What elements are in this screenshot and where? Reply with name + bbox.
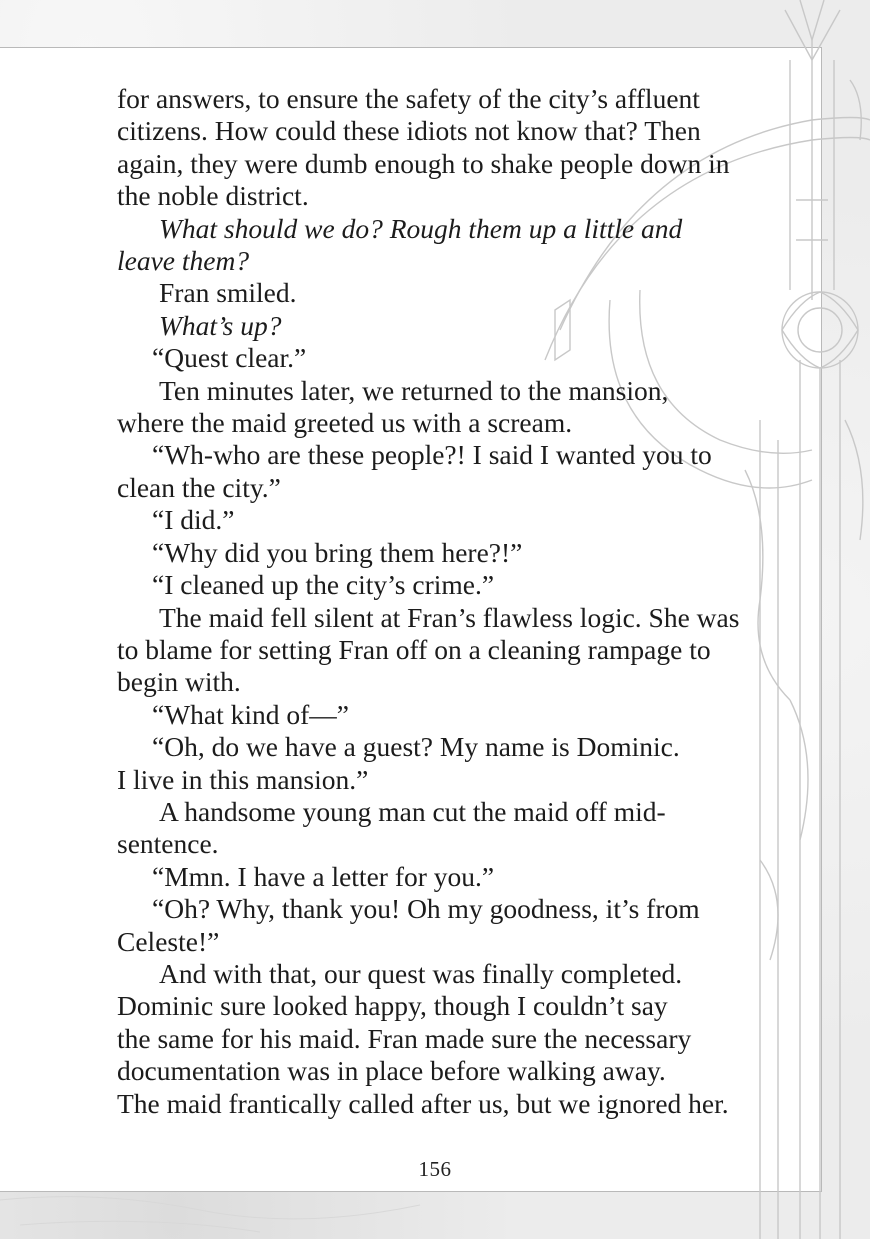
text-line: What’s up? bbox=[159, 309, 282, 341]
text-line: citizens. How could these idiots not know that? Then bbox=[117, 115, 701, 147]
text-line: “I did.” bbox=[152, 504, 235, 536]
text-line: “Oh? Why, thank you! Oh my goodness, it’s from bbox=[152, 893, 700, 925]
text-line: A handsome young man cut the maid off mid- bbox=[159, 795, 666, 827]
text-line: “I cleaned up the city’s crime.” bbox=[152, 569, 495, 601]
text-line: “What kind of—” bbox=[152, 698, 350, 730]
text-line: begin with. bbox=[117, 666, 241, 698]
text-line: What should we do? Rough them up a little and bbox=[159, 212, 683, 244]
text-line: The maid frantically called after us, but we ignored her. bbox=[117, 1087, 729, 1119]
text-line: “Quest clear.” bbox=[152, 342, 307, 374]
text-line: I live in this mansion.” bbox=[117, 763, 369, 795]
text-line: clean the city.” bbox=[117, 471, 281, 503]
text-line: Celeste!” bbox=[117, 925, 220, 957]
text-line: where the maid greeted us with a scream. bbox=[117, 407, 573, 439]
text-line: the noble district. bbox=[117, 180, 309, 212]
text-line: “Why did you bring them here?!” bbox=[152, 536, 523, 568]
text-line: Dominic sure looked happy, though I couldn’t say bbox=[117, 990, 668, 1022]
text-line: Ten minutes later, we returned to the mansion, bbox=[159, 374, 669, 406]
body-text bbox=[117, 83, 777, 1120]
text-line: sentence. bbox=[117, 828, 219, 860]
text-line: again, they were dumb enough to shake people down in bbox=[117, 147, 730, 179]
text-line: And with that, our quest was finally completed. bbox=[159, 957, 683, 989]
text-line: leave them? bbox=[117, 245, 250, 277]
text-line: Fran smiled. bbox=[159, 277, 297, 309]
text-line: “Oh, do we have a guest? My name is Dominic. bbox=[152, 731, 680, 763]
page-number: 156 bbox=[418, 1157, 452, 1181]
text-line: “Mmn. I have a letter for you.” bbox=[152, 860, 495, 892]
text-line: the same for his maid. Fran made sure the necessary bbox=[117, 1022, 692, 1054]
text-line: The maid fell silent at Fran’s flawless logic. She was bbox=[159, 601, 740, 633]
text-line: “Wh-who are these people?! I said I wanted you to bbox=[152, 439, 712, 471]
text-line: documentation was in place before walking away. bbox=[117, 1055, 666, 1087]
text-line: to blame for setting Fran off on a cleaning rampage to bbox=[117, 633, 711, 665]
text-line: for answers, to ensure the safety of the city’s affluent bbox=[117, 83, 700, 114]
